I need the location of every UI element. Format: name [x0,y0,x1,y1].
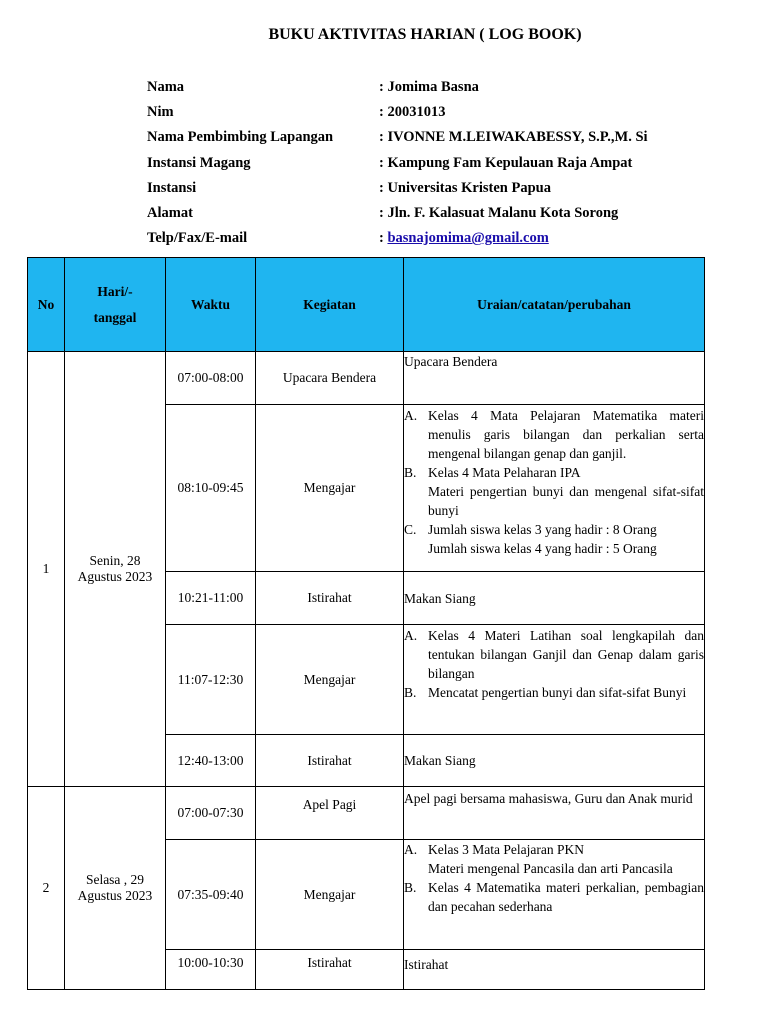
notes-cell: A. Kelas 4 Mata Pelajaran Matematika materi menulis garis bilangan dan perkalian serta mengenal bilangan genap dan ganjil. B. Kelas 4 Mata Pelaharan IPA Materi pengertian bunyi dan mengenal sifat-sifat bunyi C. Jumlah siswa kelas 3 yang hadir : 8 Orang Jumlah siswa kelas 4 yang hadir : 5 Orang [404,405,705,572]
activity-cell: Apel Pagi [256,787,404,840]
activity-cell: Upacara Bendera [256,352,404,405]
info-value [379,230,549,247]
activity-cell: Istirahat [256,735,404,787]
time-cell: 07:00-08:00 [166,352,256,405]
list-item: A. Kelas 4 Materi Latihan soal lengkapilah dan tentukan bilangan Ganjil dan Genap dalam garis bilangan [404,628,704,681]
day-number: 1 [28,352,65,787]
notes-cell: A. Kelas 3 Mata Pelajaran PKN Materi mengenal Pancasila dan arti Pancasila B. Kelas 4 Matematika materi perkalian, pembagian dan pecahan sederhana [404,840,705,950]
time-cell: 11:07-12:30 [166,625,256,735]
notes-cell: Upacara Bendera [404,352,705,405]
info-label: Instansi [147,179,197,196]
time-cell: 12:40-13:00 [166,735,256,787]
list-item: A. Kelas 3 Mata Pelajaran PKN [404,842,584,857]
table-row [28,352,705,405]
table-row [28,787,705,840]
header-no: No [28,258,65,352]
notes-cell: Istirahat [404,950,705,990]
time-cell: 10:21-11:00 [166,572,256,625]
list-item: B. Kelas 4 Mata Pelaharan IPA [404,465,581,480]
info-value: : Jomima Basna [379,79,479,95]
info-label: Alamat [147,204,193,221]
list-item: B. Kelas 4 Matematika materi perkalian, pembagian dan pecahan sederhana [404,880,704,914]
email-link[interactable]: basnajomima@gmail.com [387,230,549,247]
notes-cell: Makan Siang [404,735,705,787]
day-date: Senin, 28 Agustus 2023 [65,352,166,787]
time-cell: 10:00-10:30 [166,950,256,990]
activity-cell: Istirahat [256,950,404,990]
info-value: : 20031013 [379,104,446,121]
page-title: BUKU AKTIVITAS HARIAN ( LOG BOOK) [268,26,582,43]
info-label: Telp/Fax/E-mail [147,230,248,247]
info-label: Instansi Magang [147,154,251,171]
info-label: Nama Pembimbing Lapangan [147,129,334,146]
activity-cell: Mengajar [256,625,404,735]
time-cell: 08:10-09:45 [166,405,256,572]
logbook-table [27,257,705,990]
info-value: : Kampung Fam Kepulauan Raja Ampat [379,154,633,171]
info-value: : IVONNE M.LEIWAKABESSY, S.P.,M. Si [379,129,648,146]
day-number: 2 [28,787,65,990]
info-label: Nama [147,79,185,95]
day-date: Selasa , 29 Agustus 2023 [65,787,166,990]
list-item: C. Jumlah siswa kelas 3 yang hadir : 8 Orang [404,522,657,537]
info-label: Nim [147,104,174,121]
activity-cell: Istirahat [256,572,404,625]
activity-cell: Mengajar [256,405,404,572]
activity-cell: Mengajar [256,840,404,950]
header-waktu: Waktu [166,258,256,352]
time-cell: 07:00-07:30 [166,787,256,840]
time-cell: 07:35-09:40 [166,840,256,950]
notes-cell [404,625,705,735]
value-prefix: : [379,230,388,247]
info-value: : Jln. F. Kalasuat Malanu Kota Sorong [379,204,619,221]
table-header-row [28,258,705,352]
info-value: : Universitas Kristen Papua [379,179,551,196]
header-kegiatan: Kegiatan [256,258,404,352]
header-uraian: Uraian/catatan/perubahan [404,258,705,352]
notes-cell: Makan Siang [404,572,705,625]
notes-cell: Apel pagi bersama mahasiswa, Guru dan Anak murid [404,787,705,840]
header-hari-tanggal: Hari/- tanggal [65,258,166,352]
list-item: B. Mencatat pengertian bunyi dan sifat-sifat Bunyi [404,685,687,700]
list-item: A. Kelas 4 Mata Pelajaran Matematika materi menulis garis bilangan dan perkalian serta mengenal bilangan genap dan ganjil. [404,408,704,461]
